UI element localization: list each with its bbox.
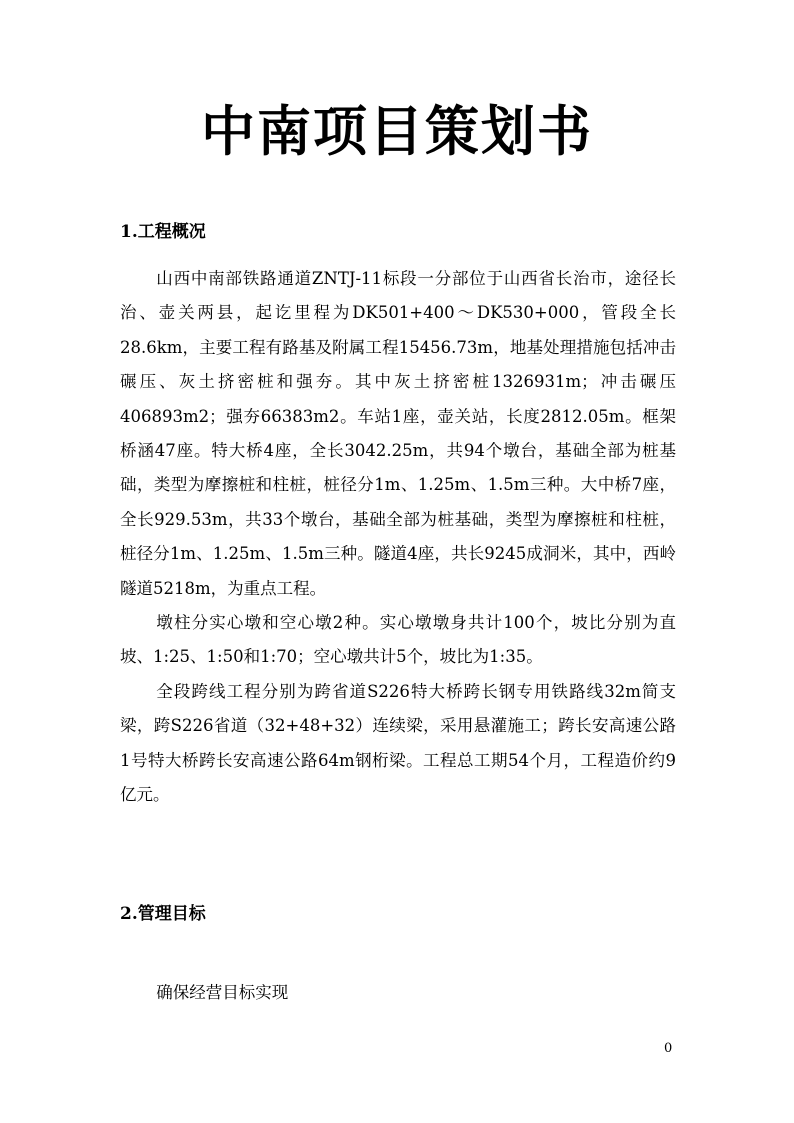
section-heading-management-goals: 2.管理目标 — [120, 904, 206, 924]
document-title: 中南项目策划书 — [201, 100, 593, 163]
section-heading-overview: 1.工程概况 — [120, 222, 206, 242]
section-body-management-goals — [120, 976, 676, 1010]
paragraph: 山西中南部铁路通道ZNTJ-11标段一分部位于山西省长治市，途径长治、壶关两县，起讫里程为DK501+400～DK530+000，管段全长28.6km，主要工程有路基及附属工程15456.73m，地基处理措施包括冲击碾压、灰土挤密桩和强夯。其中灰土挤密桩1326931m；冲击碾压406893m2；强夯66383m2。车站1座，壶关站，长度2812.05m。框架桥涵47座。特大桥4座，全长3042.25m，共94个墩台，基础全部为桩基础，类型为摩擦桩和柱桩，桩径分1m、1.25m、1.5m三种。大中桥7座，全长929.53m，共33个墩台，基础全部为桩基础，类型为摩擦桩和柱桩，桩径分1m、1.25m、1.5m三种。隧道4座，共长9245成洞米，其中，西岭隧道5218m，为重点工程。 — [120, 269, 676, 598]
paragraph: 全段跨线工程分别为跨省道S226特大桥跨长钢专用铁路线32m简支梁，跨S226省道（32+48+32）连续梁，采用悬灌施工；跨长安高速公路1号特大桥跨长安高速公路64m钢桁梁。工程总工期54个月，工程造价约9亿元。 — [120, 681, 676, 805]
section-body-overview — [120, 262, 676, 813]
page-number: 0 — [664, 1041, 673, 1056]
paragraph: 确保经营目标实现 — [156, 983, 289, 1002]
paragraph: 墩柱分实心墩和空心墩2种。实心墩墩身共计100个，坡比分别为直坡、1:25、1:50和1:70；空心墩共计5个，坡比为1:35。 — [120, 613, 676, 667]
